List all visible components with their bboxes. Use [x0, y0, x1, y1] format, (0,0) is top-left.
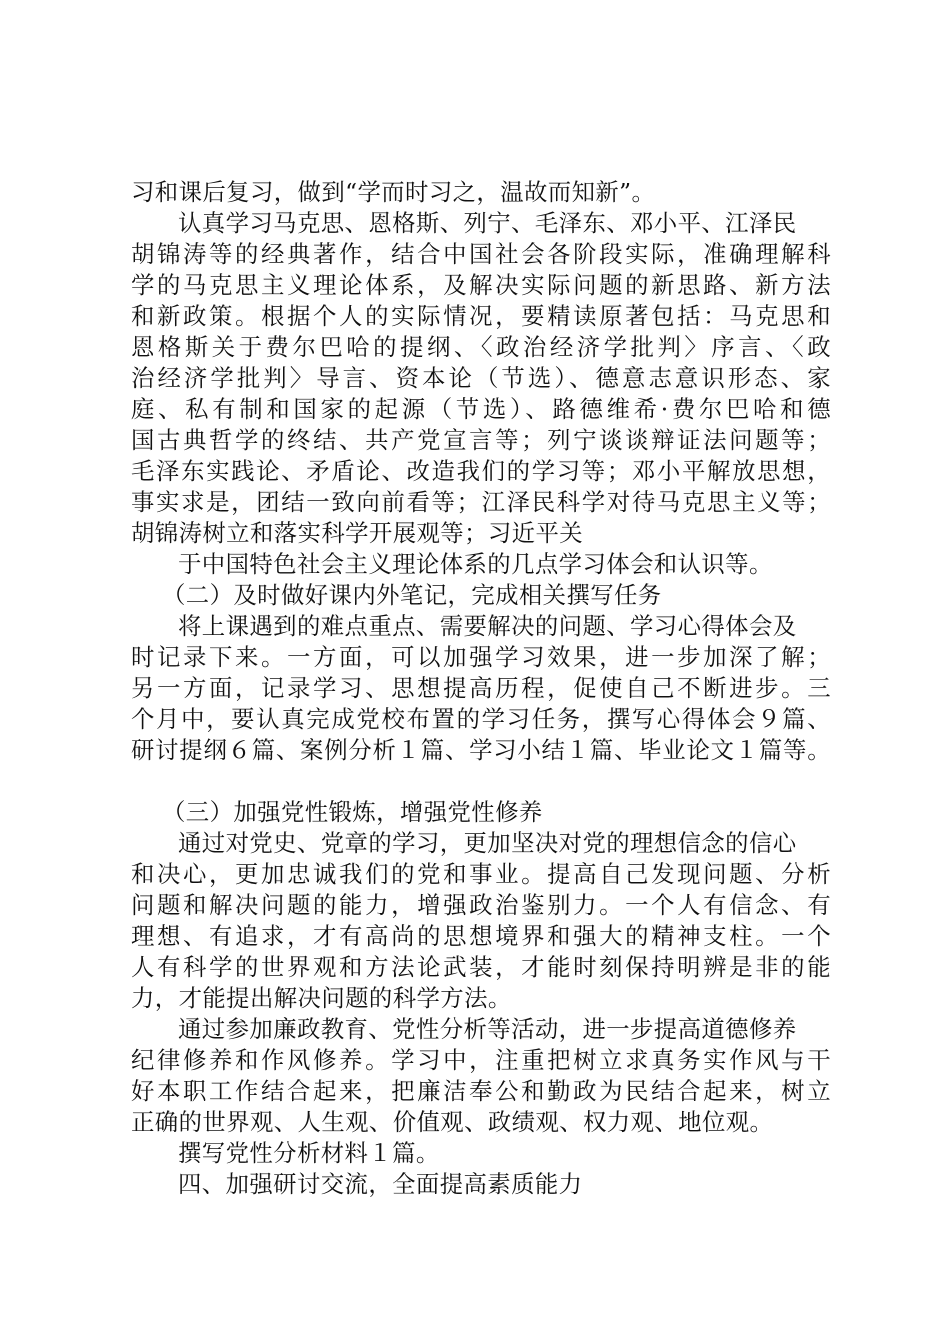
text-line: 好本职工作结合起来，把廉洁奉公和勤政为民结合起来，树立 — [131, 1077, 831, 1105]
text-line: 恩格斯关于费尔巴哈的提纲、〈政治经济学批判〉序言、〈政 — [131, 333, 831, 361]
text-line: 国古典哲学的终结、共产党宣言等；列宁谈谈辩证法问题等； — [131, 426, 831, 454]
paragraph-first-line: 于中国特色社会主义理论体系的几点学习体会和认识等。 — [178, 550, 773, 578]
text-line: 庭、私有制和国家的起源（节选）、路德维希·费尔巴哈和德 — [131, 395, 831, 423]
text-line: 另一方面，记录学习、思想提高历程，促使自己不断进步。三 — [131, 674, 831, 702]
text-line: 理想、有追求，才有高尚的思想境界和强大的精神支柱。一个 — [131, 922, 831, 950]
text-line: 个月中，要认真完成党校布置的学习任务，撰写心得体会９篇、 — [131, 705, 831, 733]
paragraph-first-line: 将上课遇到的难点重点、需要解决的问题、学习心得体会及 — [178, 612, 797, 640]
text-line: 习和课后复习，做到“学而时习之，温故而知新”。 — [131, 178, 656, 206]
paragraph-first-line: 通过参加廉政教育、党性分析等活动，进一步提高道德修养 — [178, 1015, 797, 1043]
paragraph-first-line: 撰写党性分析材料１篇。 — [178, 1139, 440, 1167]
text-line: 和决心，更加忠诚我们的党和事业。提高自己发现问题、分析 — [131, 860, 831, 888]
text-line: 学的马克思主义理论体系，及解决实际问题的新思路、新方法 — [131, 271, 831, 299]
section-heading: （三）加强党性锻炼，增强党性修养 — [162, 798, 543, 826]
section-heading: （二）及时做好课内外笔记，完成相关撰写任务 — [162, 581, 662, 609]
paragraph-first-line: 认真学习马克思、恩格斯、列宁、毛泽东、邓小平、江泽民 — [178, 209, 797, 237]
text-line: 治经济学批判〉导言、资本论（节选）、德意志意识形态、家 — [131, 364, 831, 392]
text-line: 研讨提纲６篇、案例分析１篇、学习小结１篇、毕业论文１篇等。 — [131, 736, 831, 764]
text-line: 正确的世界观、人生观、价值观、政绩观、权力观、地位观。 — [131, 1108, 774, 1136]
text-line: 纪律修养和作风修养。学习中，注重把树立求真务实作风与干 — [131, 1046, 831, 1074]
section-heading: 四、加强研讨交流，全面提高素质能力 — [178, 1170, 583, 1198]
paragraph-first-line: 通过对党史、党章的学习，更加坚决对党的理想信念的信心 — [178, 829, 797, 857]
text-line: 力，才能提出解决问题的科学方法。 — [131, 984, 512, 1012]
text-line: 和新政策。根据个人的实际情况，要精读原著包括：马克思和 — [131, 302, 831, 330]
text-line: 胡锦涛树立和落实科学开展观等；习近平关 — [131, 519, 584, 547]
text-line: 时记录下来。一方面，可以加强学习效果，进一步加深了解； — [131, 643, 831, 671]
text-line: 胡锦涛等的经典著作，结合中国社会各阶段实际，准确理解科 — [131, 240, 831, 268]
text-line: 问题和解决问题的能力，增强政治鉴别力。一个人有信念、有 — [131, 891, 831, 919]
text-line: 事实求是，团结一致向前看等；江泽民科学对待马克思主义等； — [131, 488, 831, 516]
text-line: 人有科学的世界观和方法论武装，才能时刻保持明辨是非的能 — [131, 953, 831, 981]
text-line: 毛泽东实践论、矛盾论、改造我们的学习等；邓小平解放思想， — [131, 457, 831, 485]
